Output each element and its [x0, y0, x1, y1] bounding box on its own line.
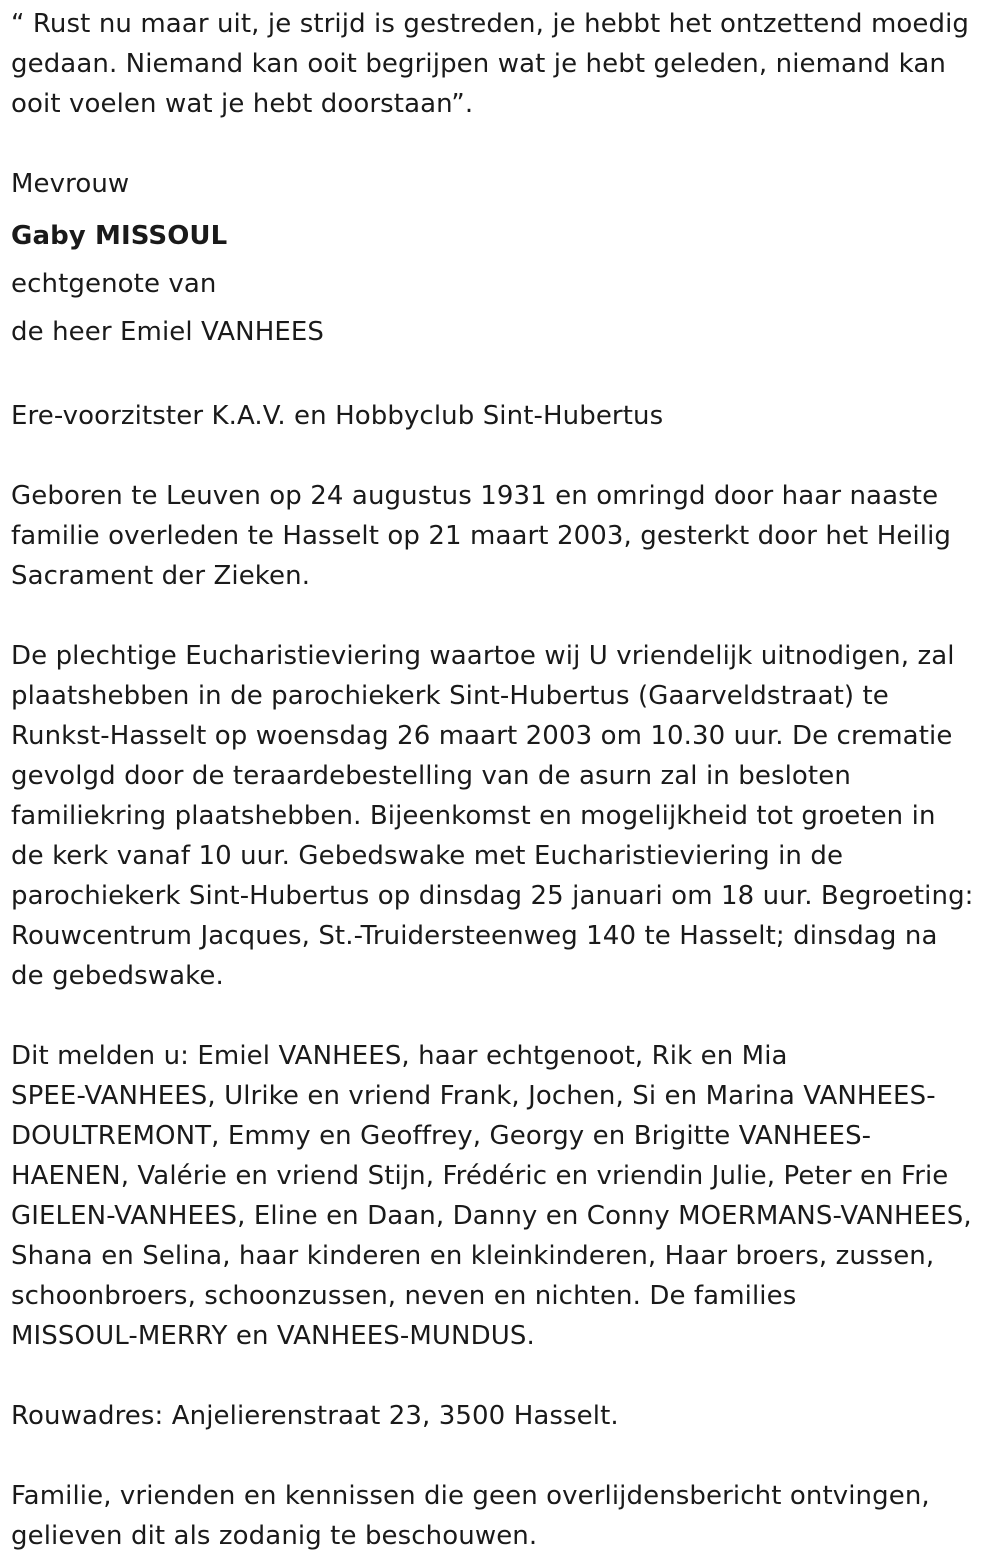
quote-line: “ Rust nu maar uit, je strijd is gestreden, je hebbt het ontzettend moedig [11, 9, 970, 39]
family-line: Dit melden u: Emiel VANHEES, haar echtgenoot, Rik en Mia [11, 1041, 788, 1071]
ceremony-line: gevolgd door de teraardebestelling van de asurn zal in besloten [11, 761, 851, 791]
family-line: SPEE-VANHEES, Ulrike en vriend Frank, Jochen, Si en Marina VANHEES- [11, 1081, 936, 1111]
spouse-name: de heer Emiel VANHEES [11, 317, 325, 347]
family-line: DOULTREMONT, Emmy en Geoffrey, Georgy en Brigitte VANHEES- [11, 1121, 872, 1151]
birth-death-line: familie overleden te Hasselt op 21 maart 2003, gesterkt door het Heilig [11, 521, 952, 551]
quote-line: gedaan. Niemand kan ooit begrijpen wat je hebt geleden, niemand kan [11, 49, 946, 79]
ceremony-line: Rouwcentrum Jacques, St.-Truidersteenweg 140 te Hasselt; dinsdag na [11, 921, 938, 951]
obituary-document [11, 4, 991, 1556]
family-line: HAENEN, Valérie en vriend Stijn, Frédéric en vriendin Julie, Peter en Frie [11, 1161, 949, 1191]
deceased-name: Gaby MISSOUL [11, 221, 228, 251]
address-line: Rouwadres: Anjelierenstraat 23, 3500 Hasselt. [11, 1401, 619, 1431]
quote-section [11, 4, 991, 124]
honorary-section [11, 396, 991, 436]
spacer [11, 596, 991, 636]
spacer [11, 124, 991, 164]
ceremony-line: plaatshebben in de parochiekerk Sint-Hubertus (Gaarveldstraat) te [11, 681, 889, 711]
closing-line: gelieven dit als zodanig te beschouwen. [11, 1521, 538, 1551]
quote-line: ooit voelen wat je hebt doorstaan”. [11, 89, 474, 119]
family-line: Shana en Selina, haar kinderen en kleinkinderen, Haar broers, zussen, [11, 1241, 935, 1271]
closing-section [11, 1476, 991, 1556]
family-line: GIELEN-VANHEES, Eline en Daan, Danny en Conny MOERMANS-VANHEES, [11, 1201, 972, 1231]
family-line: MISSOUL-MERRY en VANHEES-MUNDUS. [11, 1321, 535, 1351]
address-section [11, 1396, 991, 1436]
spacer [11, 1436, 991, 1476]
birth-death-line: Geboren te Leuven op 24 augustus 1931 en omringd door haar naaste [11, 481, 939, 511]
spacer [11, 1356, 991, 1396]
ceremony-line: de kerk vanaf 10 uur. Gebedswake met Eucharistieviering in de [11, 841, 844, 871]
spacer [11, 436, 991, 476]
person-section [11, 164, 991, 356]
birth-death-line: Sacrament der Zieken. [11, 561, 311, 591]
closing-line: Familie, vrienden en kennissen die geen overlijdensbericht ontvingen, [11, 1481, 930, 1511]
family-line: schoonbroers, schoonzussen, neven en nichten. De families [11, 1281, 797, 1311]
ceremony-line: familiekring plaatshebben. Bijeenkomst en mogelijkheid tot groeten in [11, 801, 936, 831]
birth-death-section [11, 476, 991, 596]
ceremony-section [11, 636, 991, 996]
relation-label: echtgenote van [11, 269, 217, 299]
spacer [11, 356, 991, 396]
spacer [11, 996, 991, 1036]
ceremony-line: parochiekerk Sint-Hubertus op dinsdag 25 januari om 18 uur. Begroeting: [11, 881, 974, 911]
ceremony-line: de gebedswake. [11, 961, 224, 991]
ceremony-line: Runkst-Hasselt op woensdag 26 maart 2003 om 10.30 uur. De crematie [11, 721, 953, 751]
salutation: Mevrouw [11, 169, 130, 199]
honorary-line: Ere-voorzitster K.A.V. en Hobbyclub Sint-Hubertus [11, 401, 664, 431]
ceremony-line: De plechtige Eucharistieviering waartoe wij U vriendelijk uitnodigen, zal [11, 641, 955, 671]
family-section [11, 1036, 991, 1356]
